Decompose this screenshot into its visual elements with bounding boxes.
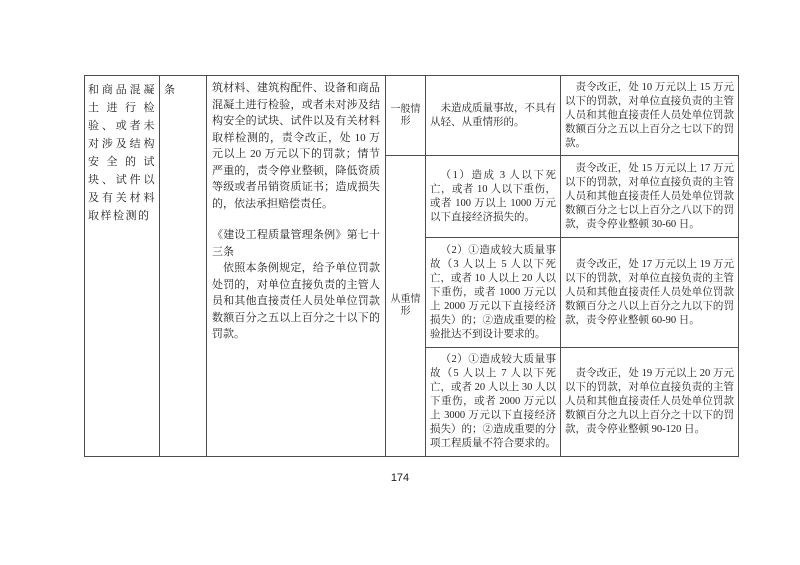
situation-cell-row1 bbox=[426, 76, 561, 156]
situation-text: 未造成质量事故，不具有从轻、从重情形的。 bbox=[430, 102, 556, 128]
penalty-text: 责令改正，处 19 万元以上 20 万元以下的罚款，对单位直接负责的主管人员和其他直接责任人员处单位罚款数额百分之九以上百分之十以下的罚款，责令停业整顿 90-120 日。 bbox=[565, 368, 734, 435]
severity-label-aggravated: 从重情形 bbox=[386, 156, 426, 456]
violation-description-cell: 和商品混凝土进行检验、或者未对涉及结构安全的试块、试件以及有关材料取样检测的 bbox=[85, 76, 160, 456]
penalty-text: 责令改正，处 17 万元以上 19 万元以下的罚款，对单位直接负责的主管人员和其他直接责任人员处单位罚款数额百分之八以上百分之九以下的罚款，责令停业整顿 60-90 日。 bbox=[565, 258, 734, 326]
penalty-discretion-table bbox=[84, 75, 739, 457]
page-number: 174 bbox=[390, 472, 410, 484]
legal-basis-paragraph-3: 依照本条例规定，给予单位罚款处罚的，对单位直接负责的主管人员和其他直接责任人员处单位罚款数额百分之五以上百分之十以下的罚款。 bbox=[212, 262, 380, 340]
legal-basis-paragraph-1: 筑材料、建筑构配件、设备和商品混凝土进行检验，或者未对涉及结构安全的试块、试件以及有关材料取样检测的，责令改正，处 10 万元以上 20 万元以下的罚款；情节严重的，责令停业整顿，降低资质等级或者吊销资质证书；造成损失的，依法承担赔偿责任。 bbox=[212, 82, 380, 210]
penalty-text: 责令改正，处 10 万元以上 15 万元以下的罚款，对单位直接负责的主管人员和其他直接责任人员处单位罚款数额百分之五以上百分之七以下的罚款。 bbox=[565, 81, 734, 149]
legal-basis-cell bbox=[207, 76, 386, 456]
penalty-cell-row4 bbox=[561, 348, 738, 456]
situation-text: （2）①造成较大质量事故（3 人以上 5 人以下死亡，或者 10 人以上 20 人以下重伤，或者 1000 万元以上 2000 万元以下直接经济损失）的；②造成重要的检验批达不到设计要求的。 bbox=[430, 244, 556, 340]
penalty-cell-row1 bbox=[561, 76, 738, 156]
situation-cell-row3 bbox=[426, 238, 561, 348]
penalty-cell-row2 bbox=[561, 156, 738, 238]
situation-cell-row4 bbox=[426, 348, 561, 456]
basis-article-cell: 条 bbox=[160, 76, 207, 456]
situation-text: （2）①造成较大质量事故（5 人以上 7 人以下死亡，或者 20 人以上 30 人以下重伤，或者 2000 万元以上 3000 万元以下直接经济损失）的；②造成重要的分项工程质量不符合要求的。 bbox=[430, 354, 556, 449]
penalty-cell-row3 bbox=[561, 238, 738, 348]
legal-basis-paragraph-2: 《建设工程质量管理条例》第七十三条 bbox=[212, 229, 380, 258]
situation-cell-row2 bbox=[426, 156, 561, 238]
situation-text: （1）造成 3 人以下死亡，或者 10 人以下重伤，或者 100 万以上 1000 万元以下直接经济损失的。 bbox=[430, 169, 556, 223]
severity-label-general: 一般情形 bbox=[386, 76, 426, 156]
penalty-text: 责令改正，处 15 万元以上 17 万元以下的罚款，对单位直接负责的主管人员和其他直接责任人员处单位罚款数额百分之七以上百分之八以下的罚款，责令停业整顿 30-60 日。 bbox=[565, 162, 734, 230]
